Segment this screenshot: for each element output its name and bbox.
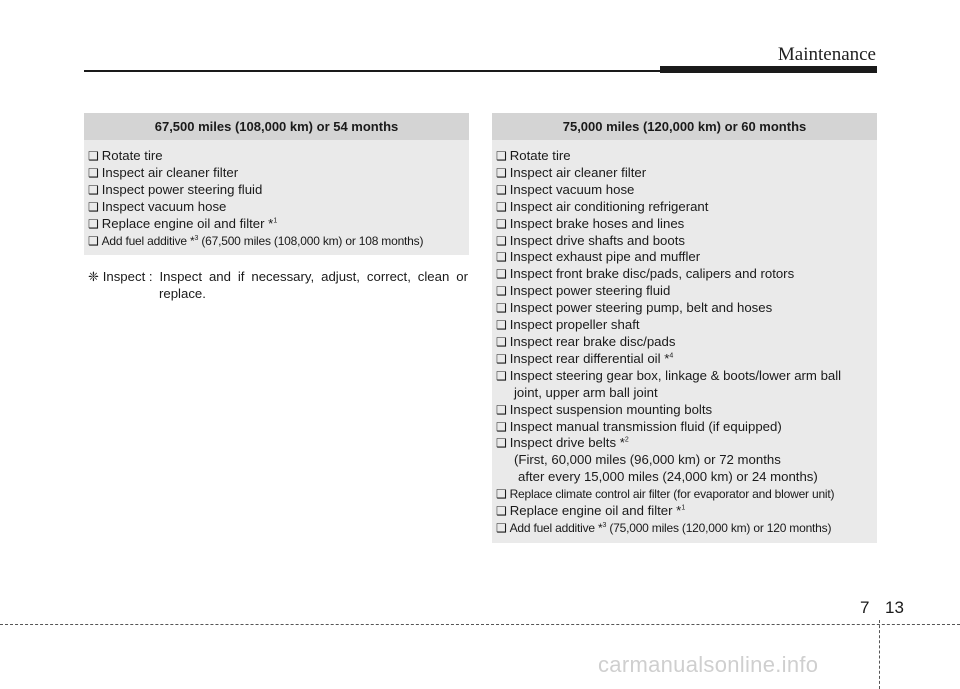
checklist-item — [496, 233, 877, 250]
checklist-item — [88, 182, 469, 199]
checkbox-icon: ❑ — [88, 165, 99, 180]
note-word: if — [237, 269, 245, 284]
checklist-item — [88, 233, 469, 250]
checklist — [84, 140, 469, 255]
page-number: 13 — [885, 598, 904, 617]
checklist-item — [496, 368, 877, 385]
checklist-item — [496, 419, 877, 436]
footer-rule — [0, 624, 960, 625]
footnote-marker: 2 — [624, 437, 629, 445]
maintenance-panel-67500 — [84, 113, 469, 255]
checkbox-icon: ❑ — [496, 419, 507, 434]
header-rule-thick — [660, 66, 877, 73]
item-text: Rotate tire — [509, 148, 571, 163]
checklist-item — [496, 199, 877, 216]
item-text: Inspect steering gear box, linkage & boots/lower arm ball — [509, 367, 842, 383]
checklist — [492, 140, 877, 543]
item-text: Inspect drive shafts and boots — [509, 232, 685, 248]
watermark: carmanualsonline.info — [598, 652, 819, 677]
note-word: Inspect — [159, 269, 203, 284]
checklist-item — [496, 148, 877, 165]
checkbox-icon: ❑ — [496, 233, 507, 248]
item-text: Inspect rear differential oil * — [509, 350, 670, 366]
note-word: or — [456, 269, 468, 284]
footnote-marker: 1 — [681, 504, 686, 512]
item-text: Inspect power steering fluid — [101, 181, 263, 197]
checkbox-icon: ❑ — [496, 149, 507, 163]
header-rule-thin — [84, 70, 660, 72]
item-text: Rotate tire — [101, 148, 163, 163]
checklist-item — [496, 182, 877, 199]
checklist-item — [496, 486, 877, 503]
chapter-number: 7 — [860, 598, 870, 617]
item-text: Inspect power steering pump, belt and hoses — [509, 300, 773, 316]
item-text: Inspect front brake disc/pads, calipers and rotors — [509, 266, 795, 282]
item-text: Add fuel additive * — [509, 520, 603, 535]
item-text: Add fuel additive * — [101, 233, 195, 248]
checkbox-icon: ❑ — [88, 182, 99, 197]
item-text: Inspect brake hoses and lines — [509, 215, 685, 231]
checkbox-icon: ❑ — [496, 165, 507, 180]
item-text: Inspect vacuum hose — [509, 181, 635, 197]
panel-title: 67,500 miles (108,000 km) or 54 months — [84, 113, 469, 140]
item-text: Inspect exhaust pipe and muffler — [509, 249, 701, 265]
item-text: Inspect manual transmission fluid (if equipped) — [509, 418, 782, 434]
checklist-item — [496, 351, 877, 368]
checkbox-icon: ❑ — [496, 368, 507, 383]
item-continuation: (First, 60,000 miles (96,000 km) or 72 months — [514, 452, 781, 468]
footnote-marker: 4 — [669, 352, 674, 360]
note-word: correct, — [366, 269, 411, 284]
note-word: adjust, — [321, 269, 360, 284]
item-continuation: joint, upper arm ball joint — [514, 384, 658, 400]
checklist-item — [88, 199, 469, 216]
section-title: Maintenance — [777, 44, 876, 65]
checkbox-icon: ❑ — [88, 149, 99, 163]
checklist-item — [496, 520, 877, 537]
inspect-note — [88, 268, 468, 302]
item-text: Inspect suspension mounting bolts — [509, 401, 713, 417]
checklist-item — [88, 148, 469, 165]
checklist-item — [496, 503, 877, 520]
item-text: Inspect drive belts * — [509, 435, 625, 451]
checkbox-icon: ❑ — [496, 402, 507, 417]
item-text: Inspect air conditioning refrigerant — [509, 198, 709, 214]
checkbox-icon: ❑ — [496, 318, 507, 333]
checkbox-icon: ❑ — [496, 334, 507, 349]
item-text: Inspect propeller shaft — [509, 317, 640, 333]
checkbox-icon: ❑ — [496, 182, 507, 197]
checkbox-icon: ❑ — [496, 250, 507, 265]
checklist-item — [496, 216, 877, 233]
checkbox-icon: ❑ — [88, 199, 99, 214]
item-text: Inspect air cleaner filter — [509, 164, 647, 180]
checkbox-icon: ❑ — [496, 487, 507, 502]
maintenance-panel-75000 — [492, 113, 877, 543]
item-detail: (67,500 miles (108,000 km) or 108 months) — [198, 233, 424, 248]
panel-title: 75,000 miles (120,000 km) or 60 months — [492, 113, 877, 140]
footnote-marker: 3 — [194, 234, 199, 242]
checkbox-icon: ❑ — [496, 436, 507, 451]
footer-divider — [879, 620, 880, 689]
checkbox-icon: ❑ — [88, 233, 99, 248]
item-text: Replace engine oil and filter * — [101, 215, 274, 231]
note-word: and — [208, 269, 231, 284]
item-text: Inspect vacuum hose — [101, 198, 227, 214]
checkbox-icon: ❑ — [496, 199, 507, 214]
checklist-item — [496, 402, 877, 419]
note-continuation: replace. — [159, 286, 206, 301]
item-text: Inspect rear brake disc/pads — [509, 333, 676, 349]
item-text: Inspect air cleaner filter — [101, 164, 239, 180]
checklist-item — [496, 317, 877, 334]
footnote-marker: 1 — [273, 217, 278, 225]
item-detail: (75,000 miles (120,000 km) or 120 months) — [606, 520, 832, 535]
footnote-marker: 3 — [602, 521, 607, 529]
item-text: Replace engine oil and filter * — [509, 503, 682, 519]
note-line — [88, 268, 468, 285]
checklist-item — [496, 249, 877, 266]
note-label: ❈ Inspect : — [88, 269, 153, 284]
checkbox-icon: ❑ — [496, 216, 507, 231]
checkbox-icon: ❑ — [496, 351, 507, 366]
note-word: necessary, — [251, 269, 315, 284]
checklist-item — [88, 216, 469, 233]
checkbox-icon: ❑ — [496, 504, 507, 519]
checkbox-icon: ❑ — [88, 216, 99, 231]
checklist-item — [496, 266, 877, 283]
checklist-item — [496, 300, 877, 317]
checklist-item — [496, 283, 877, 300]
item-text: Inspect power steering fluid — [509, 283, 671, 299]
checkbox-icon: ❑ — [496, 520, 507, 535]
note-word: clean — [417, 269, 450, 284]
checkbox-icon: ❑ — [496, 267, 507, 282]
checklist-item — [496, 165, 877, 182]
checkbox-icon: ❑ — [496, 284, 507, 299]
item-text: Replace climate control air filter (for evaporator and blower unit) — [509, 487, 835, 502]
item-continuation: after every 15,000 miles (24,000 km) or 24 months) — [518, 469, 818, 485]
checklist-item — [88, 165, 469, 182]
checklist-item — [496, 334, 877, 351]
checklist-item — [496, 435, 877, 452]
checkbox-icon: ❑ — [496, 301, 507, 316]
